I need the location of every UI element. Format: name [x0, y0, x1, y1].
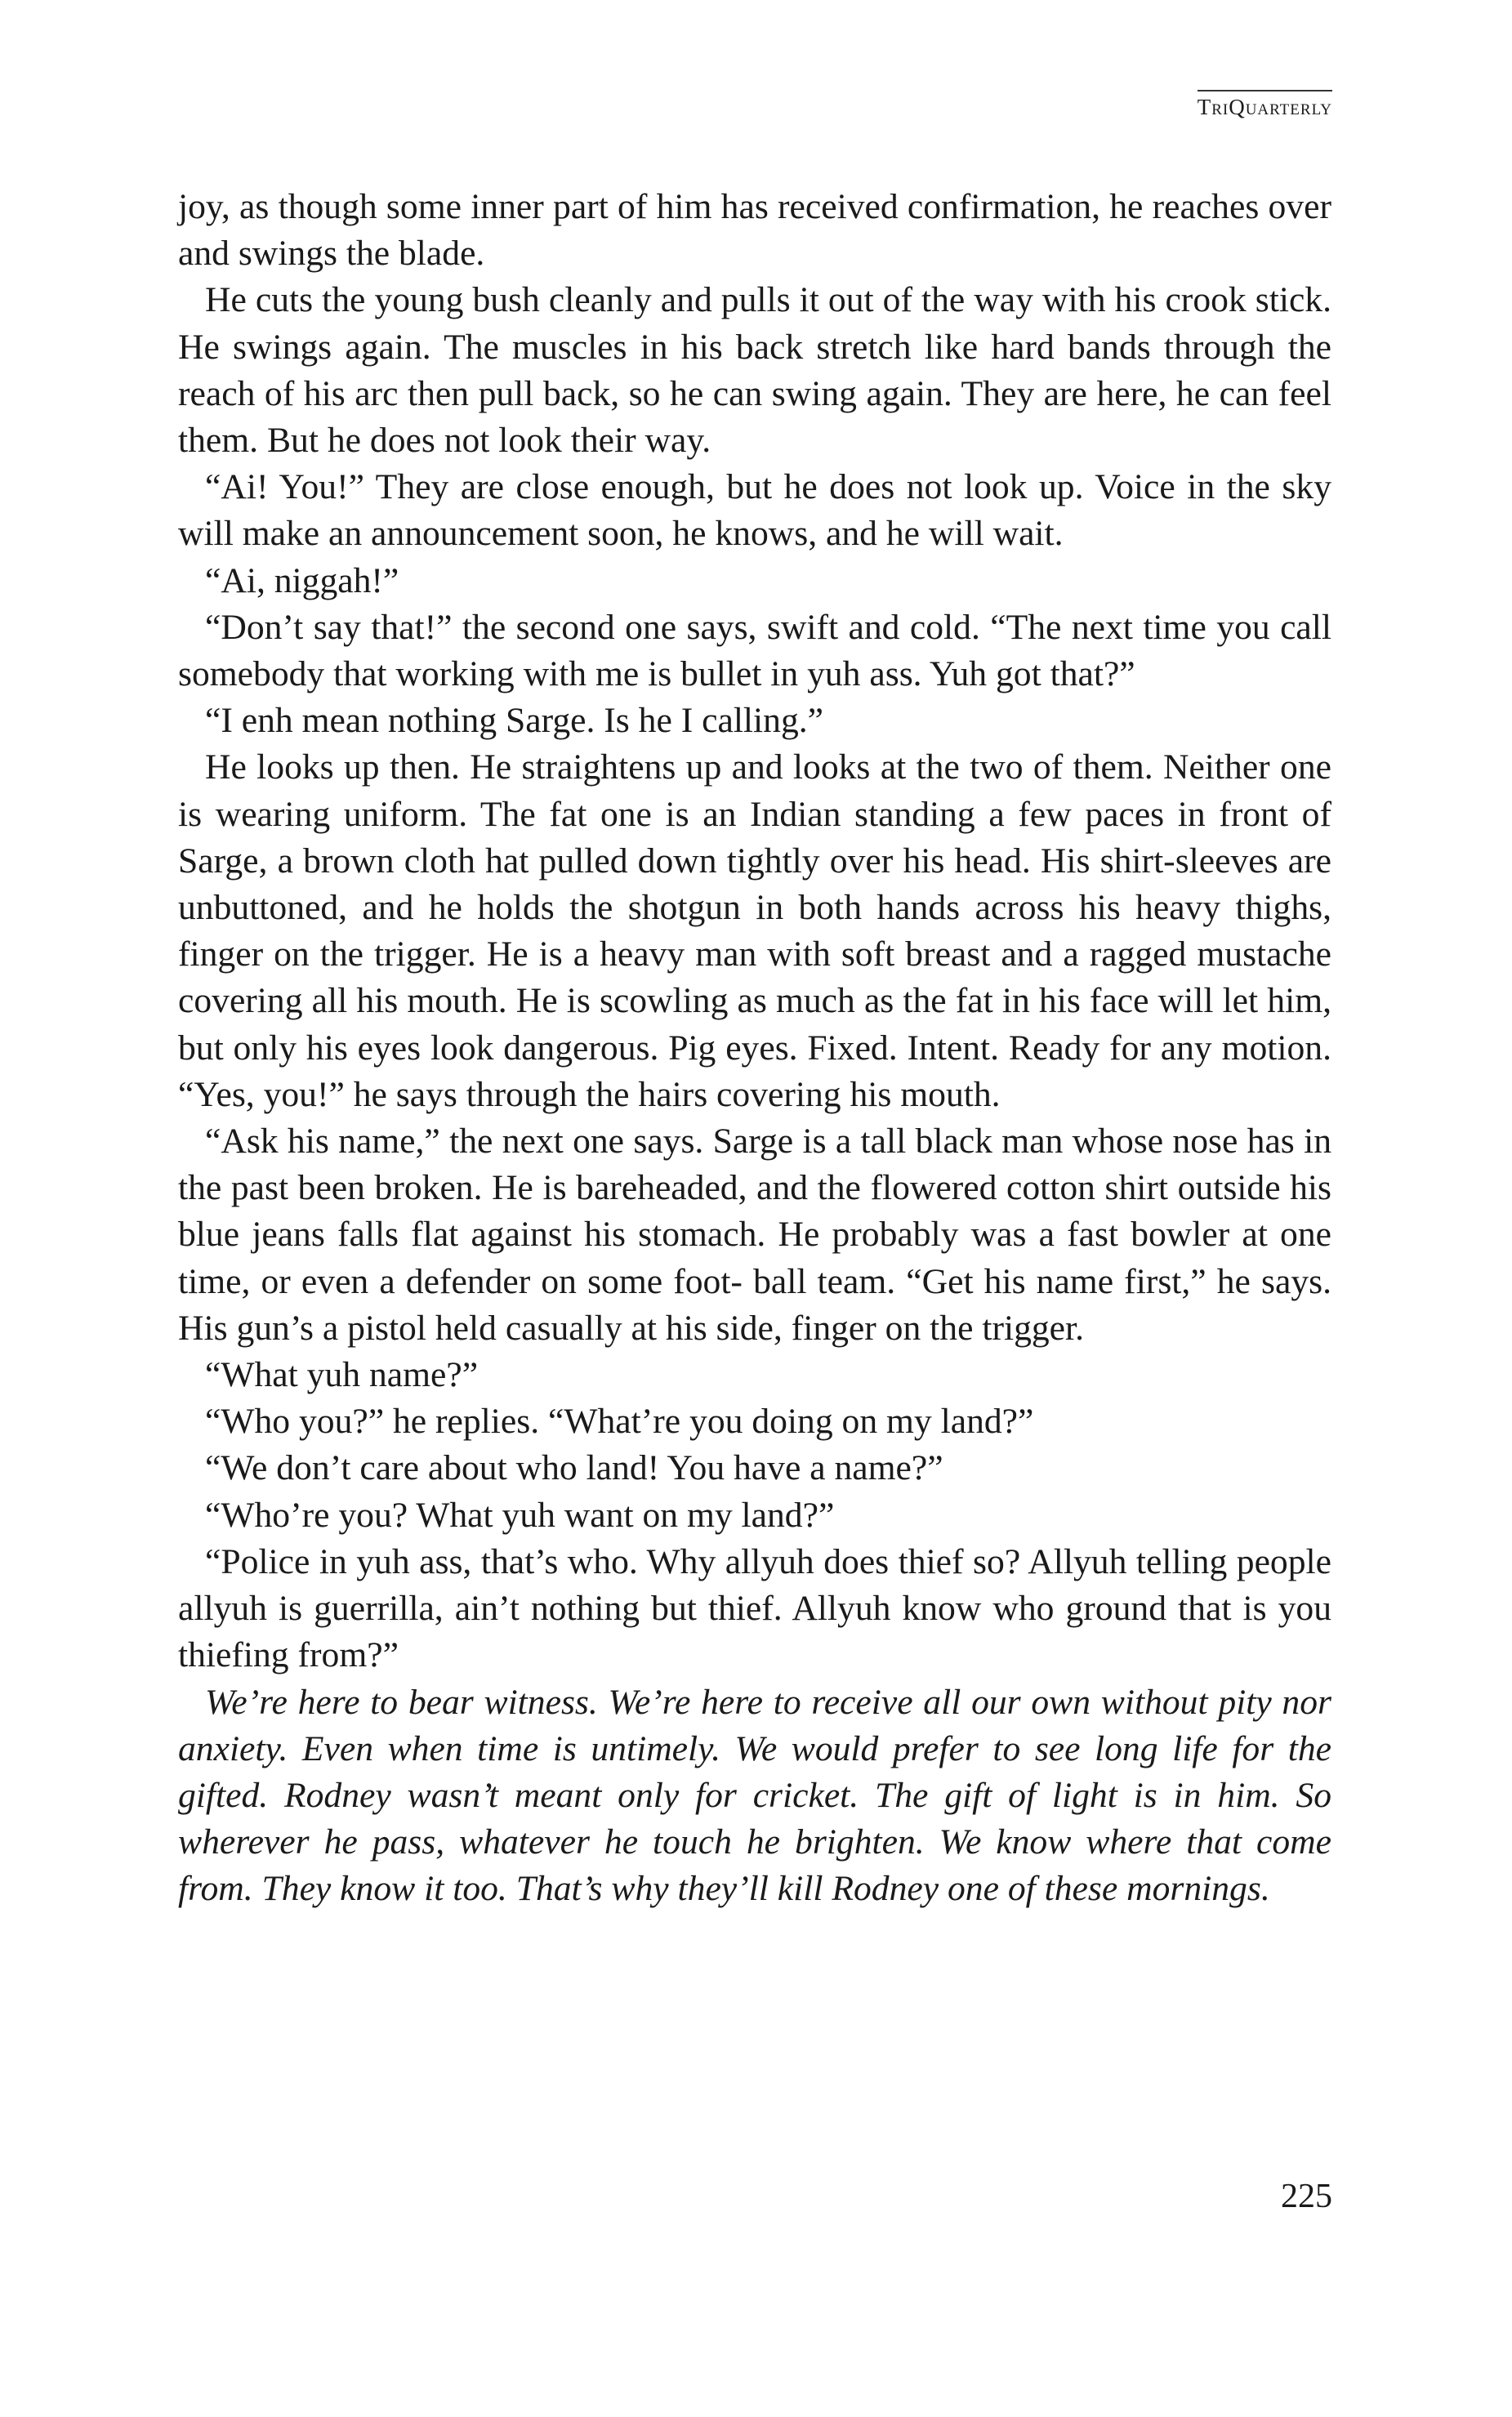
italic-paragraph: We’re here to bear witness. We’re here to receive all our own without pity nor anxiety. Even when time is untimely. We would prefer to see long life for the gifted. Rodney wasn’t meant only for cricket. The gift of light is in him. So wherever he pass, whatever he touch he brighten. We know where that come from. They know it too. That’s why they’ll kill Rodney one of these mornings.: [178, 1682, 1331, 1909]
paragraph: “Don’t say that!” the second one says, swift and cold. “The next time you call somebody that working with me is bullet in yuh ass. Yuh got that?”: [178, 607, 1331, 694]
paragraph: “We don’t care about who land! You have a name?”: [205, 1448, 943, 1488]
paragraph: “Ai, niggah!”: [205, 560, 399, 600]
paragraph: “I enh mean nothing Sarge. Is he I calling.”: [205, 701, 823, 741]
paragraph: He looks up then. He straightens up and looks at the two of them. Neither one is wearing uniform. The fat one is an Indian standing a few paces in front of Sarge, a brown cloth hat pulled down tightly over his head. His shirt-sleeves are unbuttoned, and he holds the shotgun in both hands across his heavy thighs, finger on the trigger. He is a heavy man with soft breast and a ragged mustache covering all his mouth. He is scowling as much as the fat in his face will let him, but only his eyes look dangerous. Pig eyes. Fixed. Intent. Ready for any motion. “Yes, you!” he says through the hairs covering his mouth.: [178, 747, 1331, 1114]
page-number: 225: [1281, 2178, 1332, 2215]
body-text: [178, 184, 1331, 1913]
paragraph: “Who you?” he replies. “What’re you doing on my land?”: [205, 1402, 1034, 1442]
paragraph: He cuts the young bush cleanly and pulls it out of the way with his crook stick. He swings again. The muscles in his back stretch like hard bands through the reach of his arc then pull back, so he can swing again. They are here, he can feel them. But he does not look their way.: [178, 280, 1331, 461]
paragraph: “Ai! You!” They are close enough, but he does not look up. Voice in the sky will make an announcement soon, he knows, and he will wait.: [178, 467, 1331, 554]
paragraph: “Ask his name,” the next one says. Sarge is a tall black man whose nose has in the past been broken. He is bareheaded, and the flowered cotton shirt outside his blue jeans falls flat against his stomach. He probably was a fast bowler at one time, or even a defender on some foot- ball team. “Get his name first,” he says. His gun’s a pistol held casually at his side, finger on the trigger.: [178, 1122, 1331, 1348]
paragraph: “Police in yuh ass, that’s who. Why allyuh does thief so? Allyuh telling people allyuh is guerrilla, ain’t nothing but thief. Allyuh know who ground that is you thiefing from?”: [178, 1541, 1331, 1675]
running-head: TriQuarterly: [1198, 90, 1332, 120]
paragraph: “Who’re you? What yuh want on my land?”: [205, 1495, 835, 1535]
paragraph: “What yuh name?”: [205, 1355, 479, 1395]
paragraph: joy, as though some inner part of him has received confirmation, he reaches over and swings the blade.: [178, 187, 1331, 274]
